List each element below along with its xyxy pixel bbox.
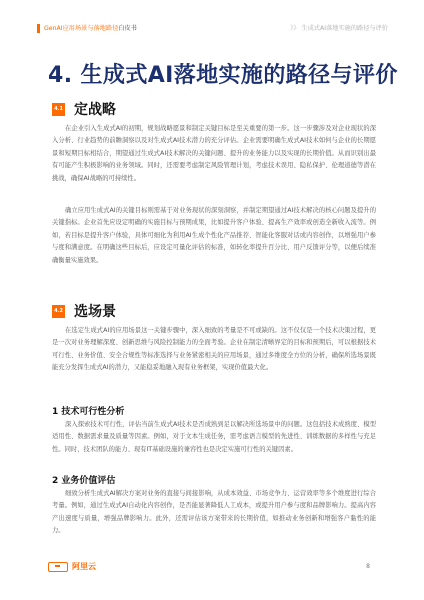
section-title: 选场景 <box>74 304 116 320</box>
header-doc-title <box>44 23 137 32</box>
chapter-title: 4. 生成式AI落地实施的路径与评价 <box>48 63 398 88</box>
section-title: 定战略 <box>74 102 116 118</box>
section-number-badge: 4.2 <box>52 305 65 318</box>
business-value-paragraph: 细致分析生成式AI解决方案对业务的直接与间接影响，从成本效益、市场竞争力、运营效率等多个维度进行综合考量。例如，通过生成式AI自动化内容创作，是否能显著降低人工成本，或提升用户参与度和品牌影响力。提高内容产出速度与质量，增强品牌影响力。此外，还需评估该方案带来的长期价值，如推动业务创新和增强客户黏性的能力。 <box>52 490 376 535</box>
footer-logo-text: 阿里云 <box>72 562 96 571</box>
section-number-badge: 4.1 <box>52 103 65 116</box>
strategy-paragraph-2: 确立应用生成式AI的关键目标则需基于对业务现状的深刻洞察，并制定期望通过AI技术解决的核心问题及提升的关键指标。企业首先应设定明确的实施目标与预期成果，比如提升客户体验、提高生产效率或创造全新收入流等。例如，若目标是提升客户体验，具体可细化为利用AI生成个性化产品推荐、智能化客服对话或内容创作，以增强用户参与度和满意度。在明确这些目标后，应设定可量化评估的标准，如转化率提升百分比、用户反馈评分等，以便后续准确衡量实施效果。 <box>52 207 376 264</box>
section-heading-strategy <box>52 99 116 119</box>
page-number: 8 <box>366 563 370 570</box>
subsection-title-business-value: 2 业务价值评估 <box>52 476 116 486</box>
header-accent-bar <box>37 24 40 33</box>
aliyun-logo-icon <box>48 562 68 572</box>
page-header <box>0 0 424 34</box>
strategy-paragraph-1: 在企业引入生成式AI的初期，规划战略愿景和制定关键目标是至关重要的第一步。这一步骤涉及对企业现状的深入分析、行业趋势的前瞻洞察以及对生成式AI技术潜力的充分评估。企业需要明确生成式AI技术如何与企业的长期愿景和短期目标相结合，期望通过生成式AI技术解决的关键问题、提升的业务能力以及实现的长期价值。从而识别出最有可能产生积极影响的业务领域。同时，还需要考虑制定风险管理计划，考虑技术误用、隐私保护、伦理道德等潜在挑战，确保AI战略的可持续性。 <box>52 125 376 182</box>
header-chapter-name: 》》 生成式AI落地实施的路径与评价 <box>290 25 388 32</box>
feasibility-paragraph: 深入探索技术可行性，评估当前生成式AI技术是否成熟到足以解决所选场景中的问题。这包括技术成熟度、模型适用性、数据需求量及质量等因素。例如，对于文本生成任务，需考虑语言模型的先进性、训练数据的多样性与充足性。同时，技术团队的能力、现有IT基础设施的兼容性也是决定实施可行性的关键因素。 <box>52 421 376 453</box>
header-doc-tag: GenAI应用场景与落地路径 <box>44 25 119 32</box>
footer-logo <box>48 561 96 572</box>
section-heading-scenarios <box>52 301 116 321</box>
subsection-title-feasibility: 1 技术可行性分析 <box>52 407 125 417</box>
scenarios-paragraph: 在选定生成式AI的应用场景这一关键步骤中，深入细致的考量是不可或缺的。这不仅仅是一个技术决策过程，更是一次对业务理解深度、创新思维与风险控制能力的全面考验。企业在制定清晰界定的目标和预期后，可以根据技术可行性、业务价值、安全合规性等标准选择与业务紧密相关的应用场景，通过多维度全方位的分析，确保所选场景既能充分发挥生成式AI的潜力，又能稳妥地融入现有业务框架，实现价值最大化。 <box>52 327 376 372</box>
header-doc-suffix: 白皮书 <box>118 25 137 32</box>
